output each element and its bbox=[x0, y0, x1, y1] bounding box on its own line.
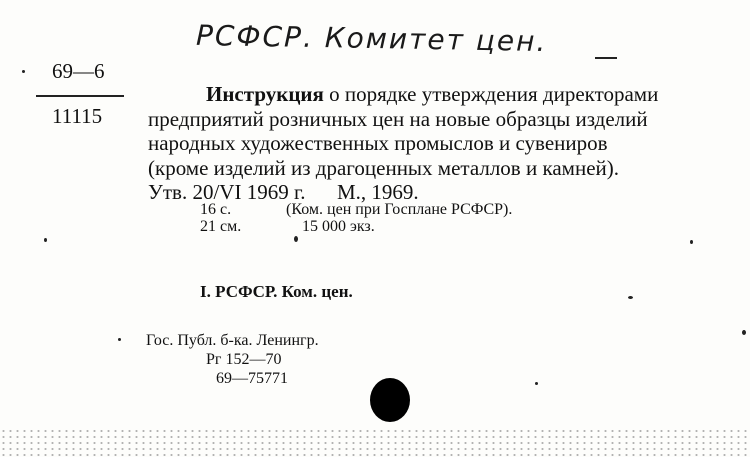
pages-count: 16 с. bbox=[200, 201, 232, 218]
title-rest: о порядке утверждения директорами bbox=[323, 82, 659, 106]
speck bbox=[22, 70, 25, 73]
handwritten-heading: РСФСР. Комитет цен. bbox=[195, 18, 548, 59]
scan-noise bbox=[0, 428, 750, 457]
speck bbox=[690, 240, 693, 244]
speck bbox=[44, 238, 47, 242]
speck bbox=[628, 296, 633, 299]
title-line bbox=[148, 82, 748, 107]
library-name: Гос. Публ. б-ка. Ленингр. bbox=[146, 332, 319, 349]
series-note: (Ком. цен при Госплане РСФСР). bbox=[286, 201, 513, 218]
handwritten-underline bbox=[595, 57, 617, 59]
description-line-2: предприятий розничных цен на новые образцы изделий bbox=[148, 106, 648, 131]
subject-heading: I. РСФСР. Ком. цен. bbox=[200, 282, 353, 301]
call-number-divider bbox=[36, 95, 124, 97]
imprint-line: Утв. 20/VI 1969 г. М., 1969. bbox=[148, 180, 419, 204]
title-bold: Инструкция bbox=[206, 82, 324, 106]
speck bbox=[294, 236, 298, 242]
speck bbox=[535, 382, 538, 385]
speck bbox=[742, 330, 746, 335]
library-stamp bbox=[146, 331, 319, 388]
call-number-bottom: 11115 bbox=[52, 104, 103, 128]
size-note: 21 см. bbox=[200, 218, 242, 235]
description-line-3: народных художественных промыслов и сувениров bbox=[148, 131, 608, 155]
speck bbox=[118, 338, 121, 341]
library-code: Рг 152—70 bbox=[206, 351, 282, 368]
description-line-4: (кроме изделий из драгоценных металлов и камней). bbox=[148, 155, 619, 180]
copies-note: 15 000 экз. bbox=[302, 218, 375, 235]
library-number: 69—75771 bbox=[216, 370, 288, 387]
call-number-top: 69—6 bbox=[52, 59, 105, 83]
ink-blot bbox=[370, 378, 410, 422]
main-description bbox=[148, 82, 748, 205]
